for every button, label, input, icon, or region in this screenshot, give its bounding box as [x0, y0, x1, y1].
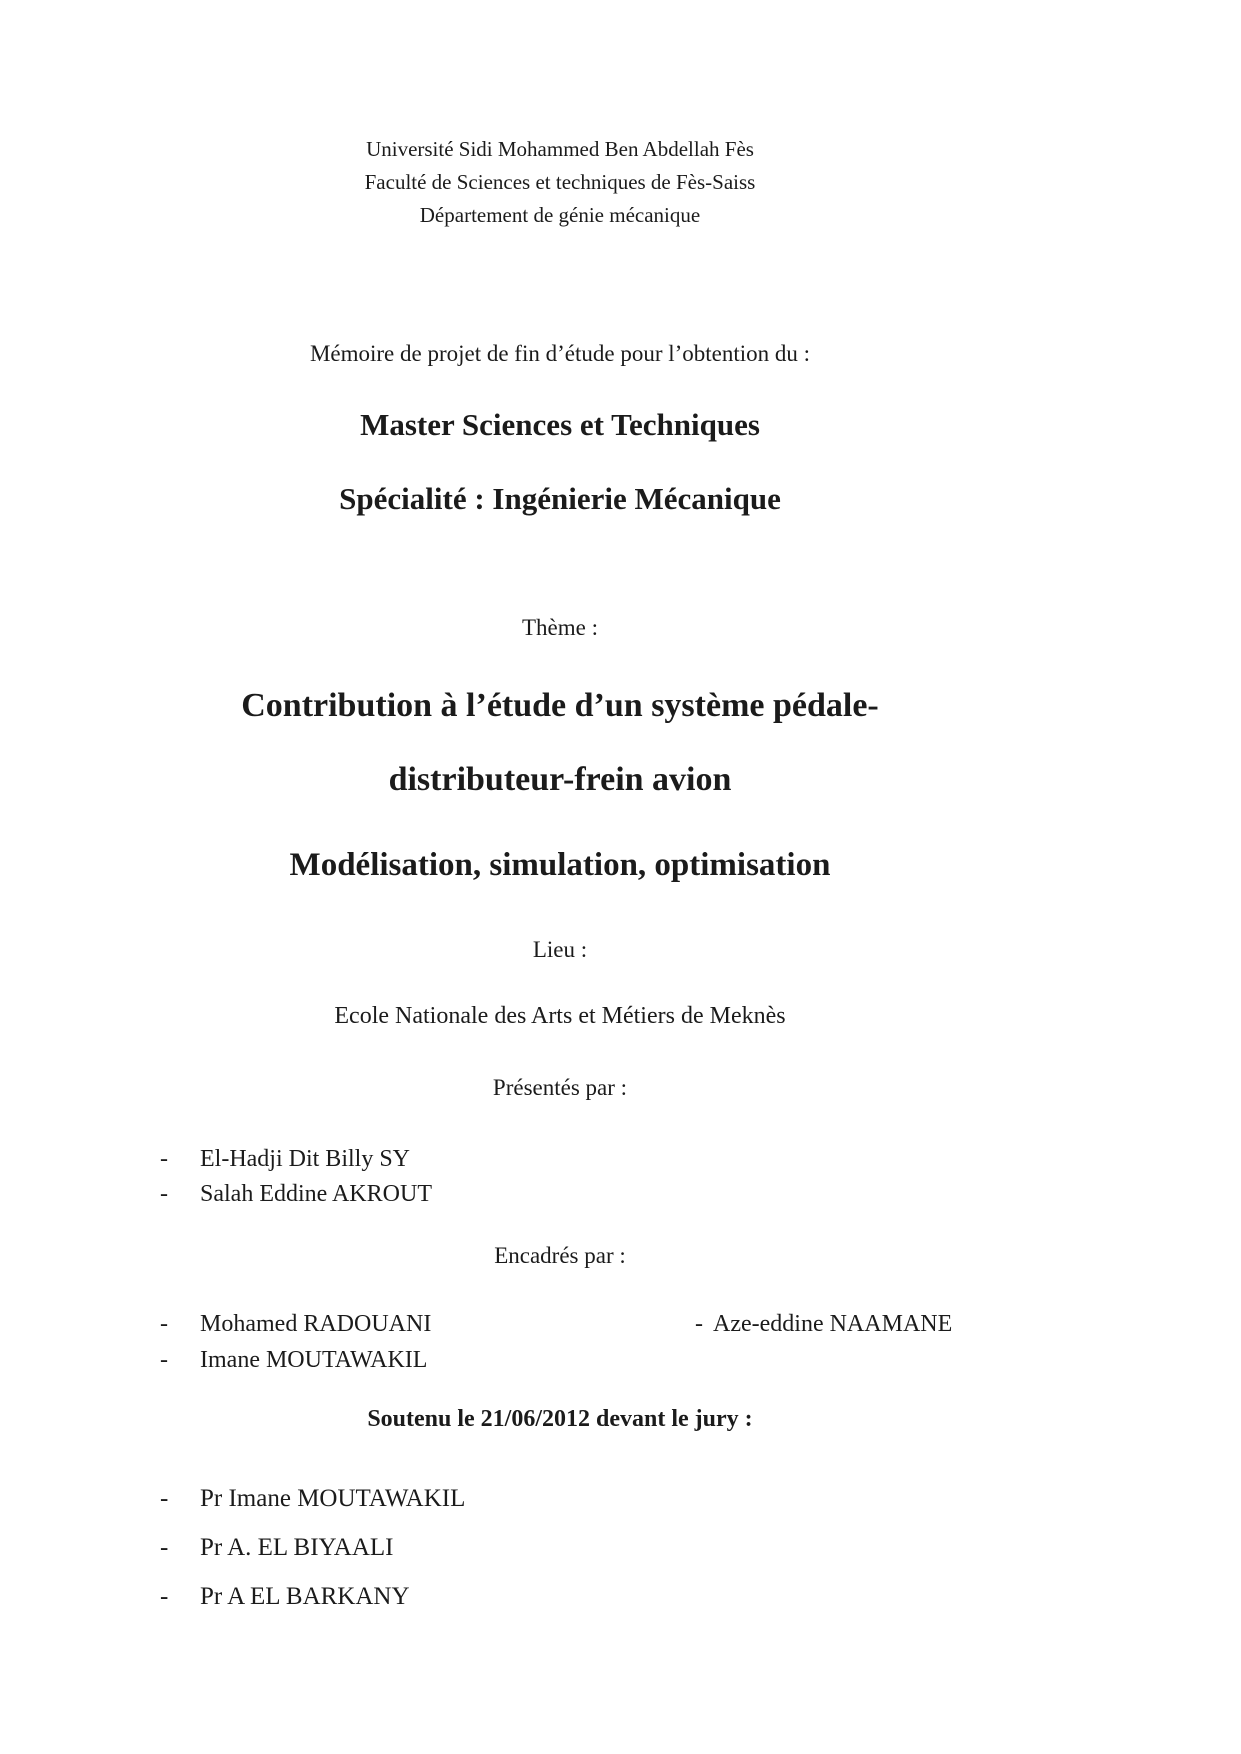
dash-bullet: - [160, 1146, 168, 1172]
list-item [130, 1523, 990, 1572]
author-name: Salah Eddine AKROUT [200, 1181, 432, 1207]
defense-statement: Soutenu le 21/06/2012 devant le jury : [367, 1406, 753, 1432]
thesis-title-line-1: Contribution à l’étude d’un système pédale- [241, 687, 879, 724]
department-name: Département de génie mécanique [419, 203, 701, 227]
dash-bullet: - [160, 1534, 169, 1561]
list-item [130, 1474, 990, 1523]
author-name: El-Hadji Dit Billy SY [200, 1146, 410, 1172]
dash-bullet: - [160, 1347, 168, 1373]
presented-by-label: Présentés par : [492, 1075, 628, 1100]
dash-bullet: - [695, 1311, 703, 1337]
list-item [130, 1177, 990, 1212]
list-item [130, 1342, 990, 1378]
supervisors-section [130, 1306, 990, 1378]
supervisor-name: Aze-eddine NAAMANE [713, 1311, 953, 1337]
page-content [130, 133, 990, 1621]
thesis-subtitle: Modélisation, simulation, optimisation [289, 847, 831, 883]
institution-header [130, 133, 990, 232]
jury-member-name: Pr A. EL BIYAALI [200, 1534, 394, 1561]
supervisor-name: Mohamed RADOUANI [200, 1311, 432, 1337]
memoir-intro: Mémoire de projet de fin d’étude pour l’obtention du : [309, 341, 811, 366]
list-item [130, 1572, 990, 1621]
dash-bullet: - [160, 1485, 169, 1512]
jury-list [130, 1474, 990, 1621]
theme-label: Thème : [522, 615, 598, 640]
jury-member-name: Pr A EL BARKANY [200, 1583, 410, 1610]
university-name: Université Sidi Mohammed Ben Abdellah Fès [366, 137, 754, 161]
authors-list [130, 1142, 990, 1212]
thesis-title-line-2: distributeur-frein avion [388, 761, 732, 798]
location-label: Lieu : [532, 937, 588, 962]
location-name: Ecole Nationale des Arts et Métiers de Meknès [334, 1003, 786, 1029]
supervised-by-label: Encadrés par : [494, 1243, 626, 1268]
degree-title: Master Sciences et Techniques [360, 407, 760, 442]
jury-member-name: Pr Imane MOUTAWAKIL [200, 1485, 466, 1512]
dash-bullet: - [160, 1181, 168, 1207]
list-item [695, 1306, 952, 1342]
dash-bullet: - [160, 1311, 168, 1337]
speciality-title: Spécialité : Ingénierie Mécanique [339, 481, 781, 516]
faculty-name: Faculté de Sciences et techniques de Fès-Saiss [364, 170, 756, 194]
dash-bullet: - [160, 1583, 169, 1610]
supervisor-name: Imane MOUTAWAKIL [200, 1347, 428, 1373]
list-item [130, 1142, 990, 1177]
